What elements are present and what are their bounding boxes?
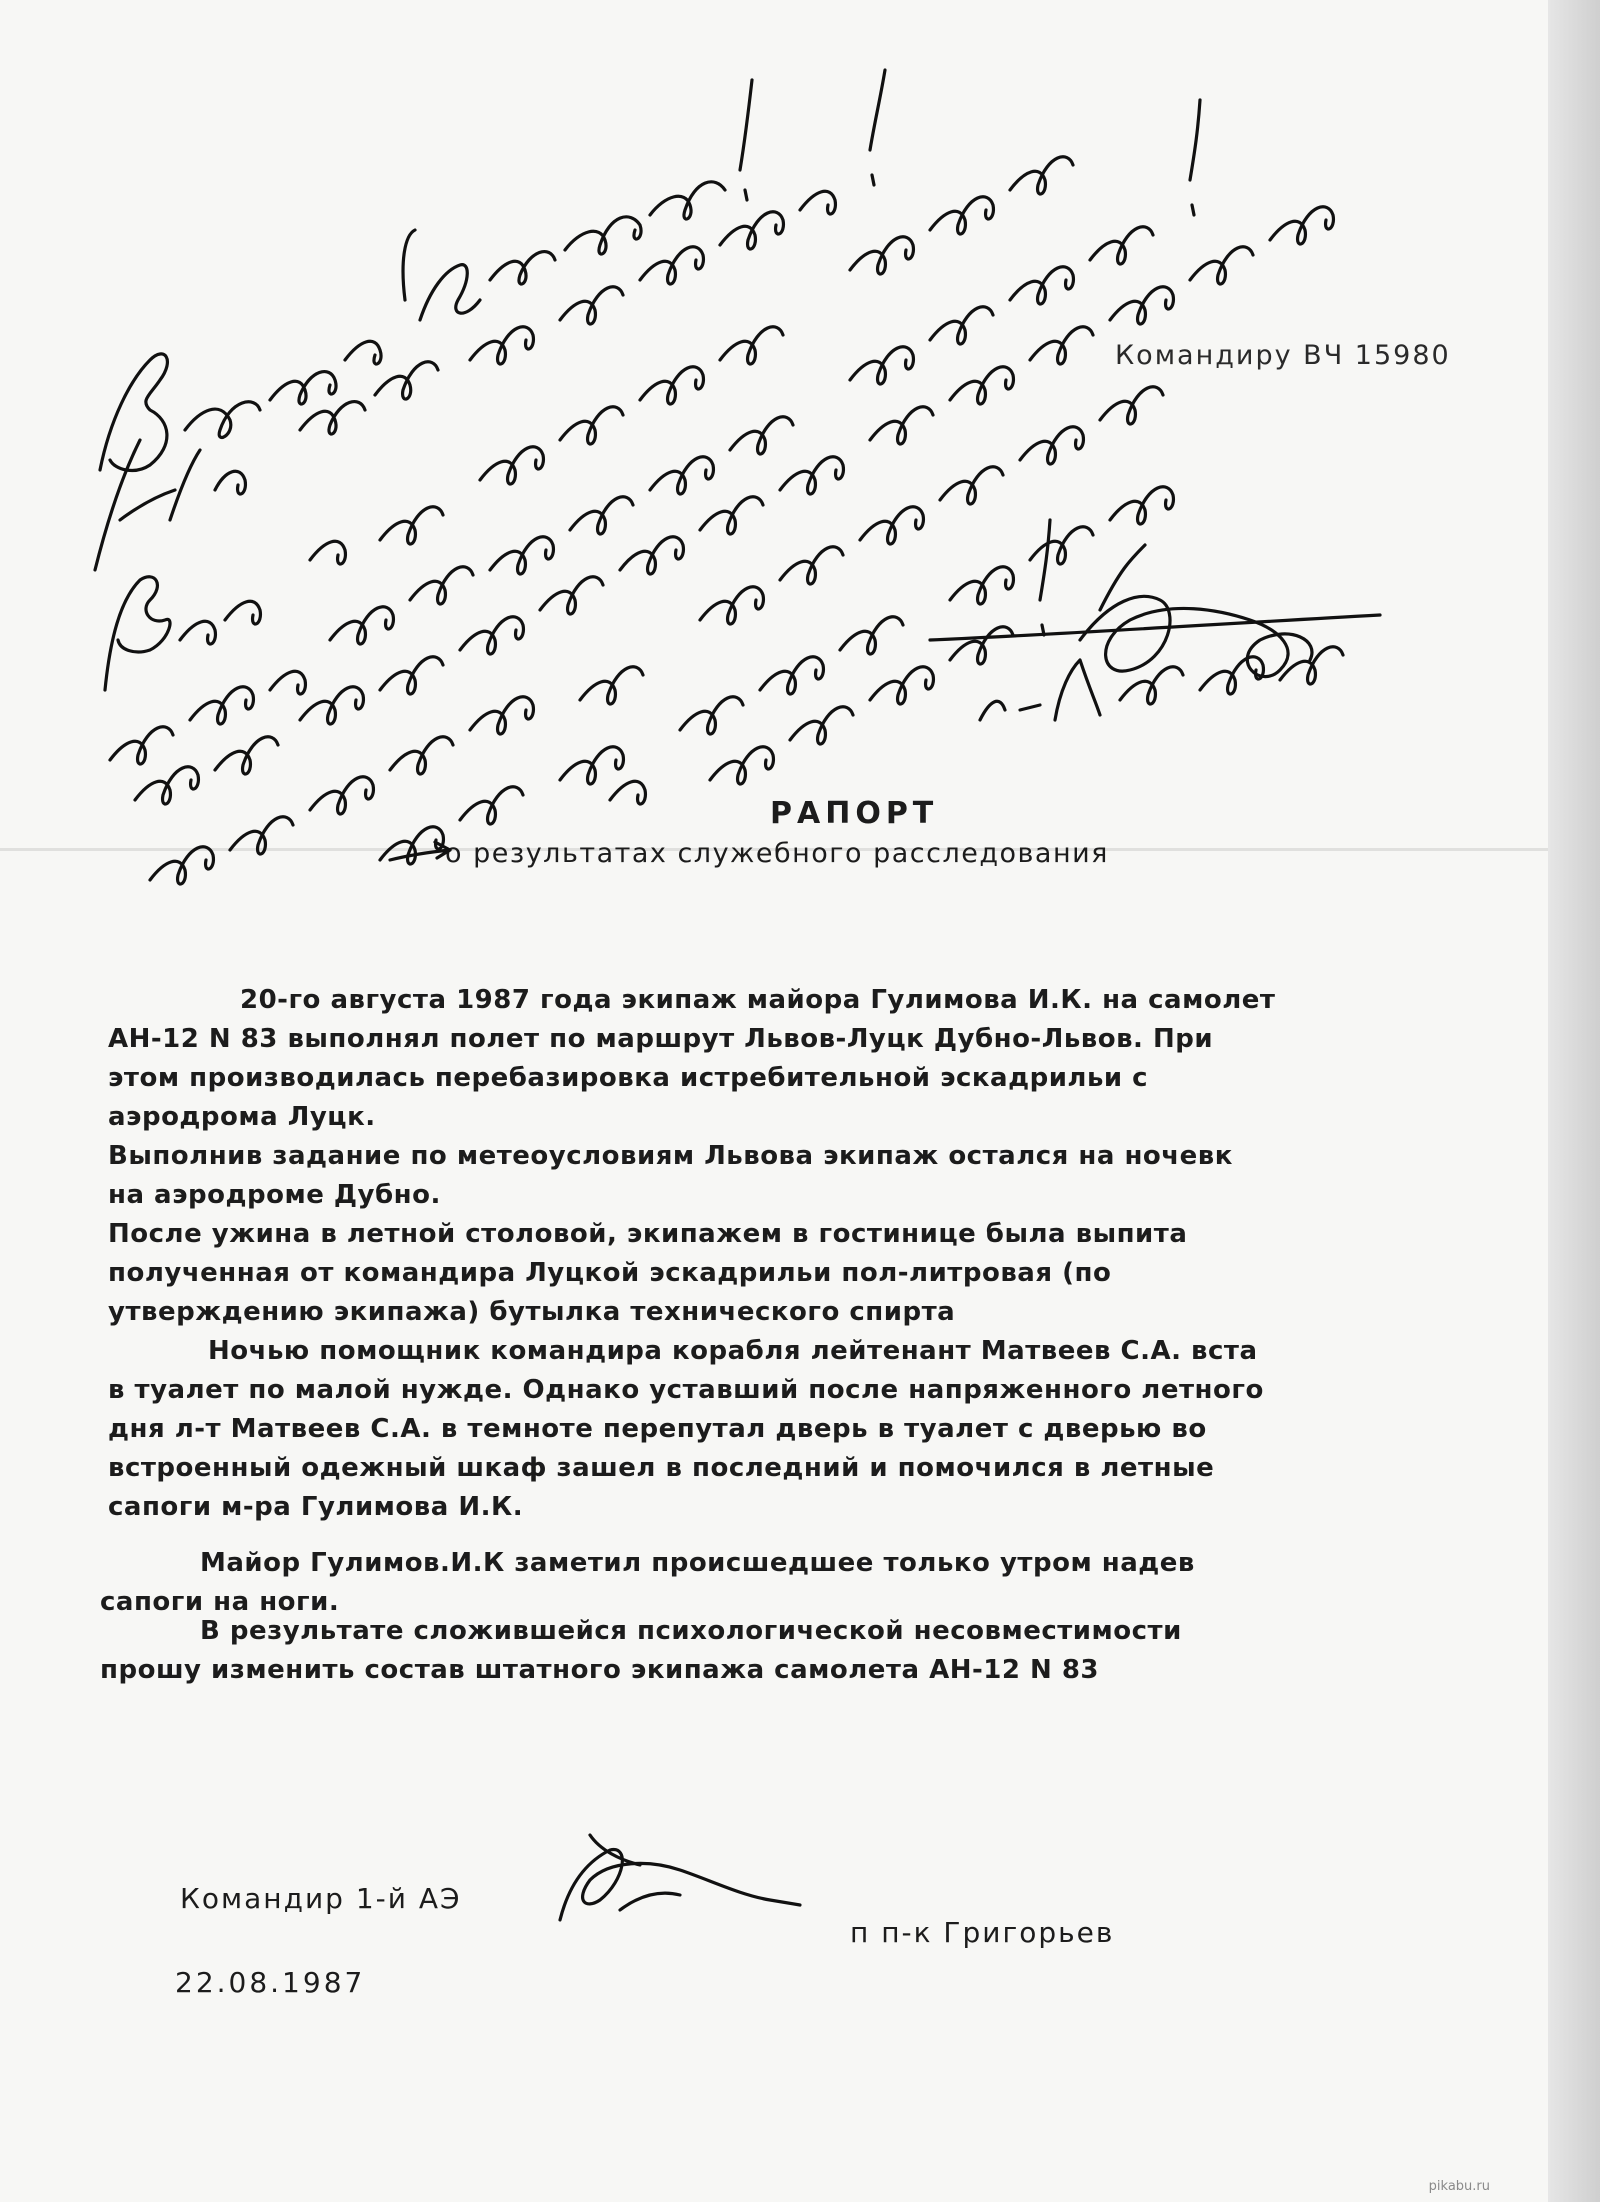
report-body-line: Ночью помощник командира корабля лейтенант Матвеев С.А. вста	[208, 1336, 1258, 1366]
report-body-line: дня л-т Матвеев С.А. в темноте перепутал дверь в туалет с дверью во	[108, 1414, 1207, 1444]
report-body-line: этом производилась перебазировка истребительной эскадрильи с	[108, 1063, 1149, 1093]
addressee-line: Командиру ВЧ 15980	[1115, 340, 1451, 371]
report-body-line: аэродрома Луцк.	[108, 1102, 376, 1132]
document-date: 22.08.1987	[175, 1966, 366, 1999]
report-body-line: Выполнив задание по метеоусловиям Львова экипаж остался на ночевк	[108, 1141, 1233, 1171]
report-body-line: После ужина в летной столовой, экипажем в гостинице была выпита	[108, 1219, 1188, 1249]
signature-name: п п-к Григорьев	[850, 1916, 1115, 1949]
report-subtitle: о результатах служебного расследования	[445, 838, 1109, 869]
report-body-line: на аэродроме Дубно.	[108, 1180, 441, 1210]
report-body-line: В результате сложившейся психологической несовместимости	[200, 1616, 1182, 1646]
report-body-line: прошу изменить состав штатного экипажа самолета АН-12 N 83	[100, 1655, 1099, 1685]
report-body-line: встроенный одежный шкаф зашел в последний и помочился в летные	[108, 1453, 1215, 1483]
report-body-line: в туалет по малой нужде. Однако уставший после напряженного летного	[108, 1375, 1264, 1405]
report-body-line: АН-12 N 83 выполнял полет по маршрут Львов-Луцк Дубно-Львов. При	[108, 1024, 1214, 1054]
report-body-line: полученная от командира Луцкой эскадрильи пол-литровая (по	[108, 1258, 1112, 1288]
report-body-line: сапоги м-ра Гулимова И.К.	[108, 1492, 524, 1522]
report-body-line: 20-го августа 1987 года экипаж майора Гулимова И.К. на самолет	[240, 985, 1276, 1015]
signature-role: Командир 1-й АЭ	[180, 1882, 462, 1915]
report-body-line: Майор Гулимов.И.К заметил происшедшее только утром надев	[200, 1548, 1195, 1578]
report-title: РАПОРТ	[770, 796, 939, 831]
scan-edge	[1548, 0, 1600, 2202]
report-body-line: сапоги на ноги.	[100, 1587, 340, 1617]
watermark: pikabu.ru	[1428, 2179, 1490, 2194]
report-body-line: утверждению экипажа) бутылка технического спирта	[108, 1297, 956, 1327]
